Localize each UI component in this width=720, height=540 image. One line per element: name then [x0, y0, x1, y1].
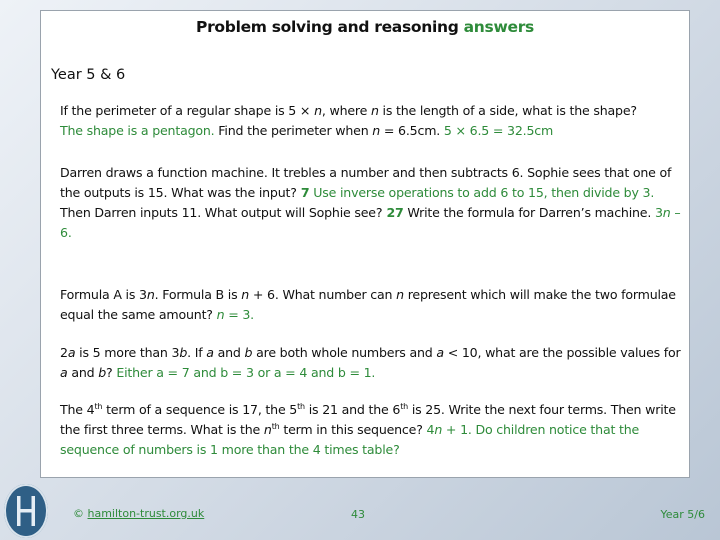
answer-4: Either a = 7 and b = 3 or a = 4 and b = 1. — [112, 365, 376, 380]
hamilton-logo-icon — [4, 484, 48, 538]
answer-1b: 5 × 6.5 = 32.5cm — [440, 123, 554, 138]
answer-1a: The shape is a pentagon. — [60, 123, 215, 138]
answer-5b: Do children notice that the sequence of numbers is 1 more than the 4 times table? — [60, 422, 640, 457]
answer-2b: Use inverse operations to add 6 to 15, then divide by 3. — [309, 185, 655, 200]
copyright-link[interactable]: © hamilton-trust.org.uk — [73, 507, 205, 520]
question-4: 2a is 5 more than 3b. If a and b are both whole numbers and a < 10, what are the possible values for a and b? Either a = 7 and b = 3 or a = 4 and b = 1. — [60, 345, 681, 380]
question-3: Formula A is 3n. Formula B is n + 6. What number can n represent which will make the two formulae equal the same amount? n = 3. — [60, 287, 676, 322]
page-number: 43 — [351, 508, 365, 521]
question-1: If the perimeter of a regular shape is 5 × n, where n is the length of a side, what is the shape? The shape is a pentagon. Find the perimeter when n = 6.5cm. 5 × 6.5 = 32.5cm — [60, 103, 637, 138]
answer-3: n = 3. — [212, 307, 254, 322]
question-2: Darren draws a function machine. It trebles a number and then subtracts 6. Sophie sees that one of the outputs is 15. What was the input? 7 Use inverse operations to add 6 to 15, then divide by 3. Then Darren inputs 11. What output will Sophie see? 27 Write the formula for Darren’s machine. 3n – 6. — [60, 165, 681, 240]
page-title: Problem solving and reasoning answers — [196, 18, 534, 36]
answer-2a: 7 — [296, 185, 310, 200]
answer-5a: 4n + 1. — [422, 422, 472, 437]
year-heading: Year 5 & 6 — [51, 67, 126, 83]
answer-2d: 3n – 6. — [60, 205, 681, 240]
footer — [0, 478, 720, 540]
question-5: The 4th term of a sequence is 17, the 5th is 21 and the 6th is 25. Write the next four terms. Then write the first three terms. What is the $n^{th}$ term in this sequence? 4n + 1. Do children notice that the sequence of numbers is 1 more than the 4 times table? — [60, 401, 676, 457]
worksheet-page — [40, 10, 690, 478]
year-tag: Year 5/6 — [660, 508, 705, 521]
answer-2c: 27 — [382, 205, 404, 220]
